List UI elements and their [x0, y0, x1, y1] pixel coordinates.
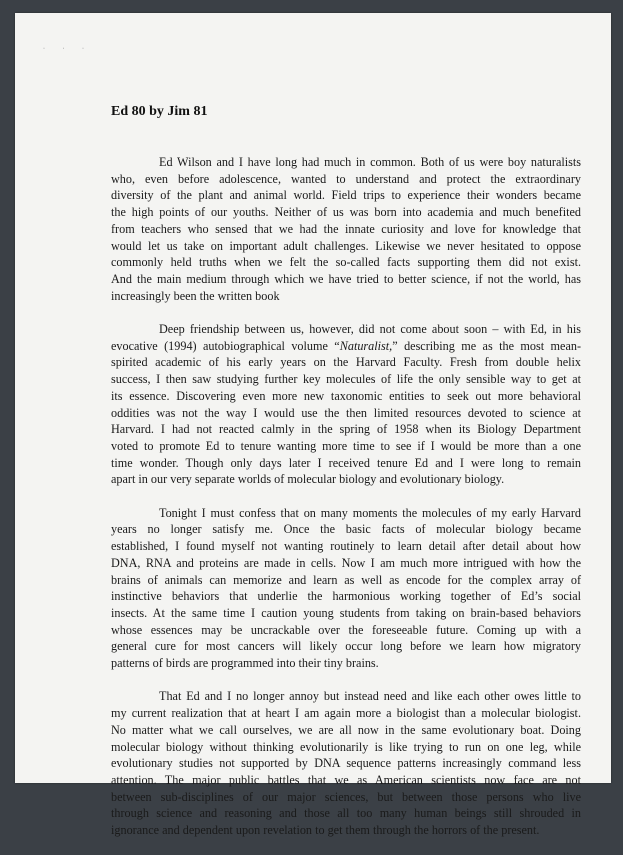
- text-line: brains of animals can memorize and learn as well as encode for the complex array of: [111, 572, 581, 587]
- text-line: DNA, RNA and proteins are made in cells. Now I am much more intrigued with how the: [111, 555, 581, 570]
- document-body: [111, 154, 581, 855]
- text-line: commonly held truths when we felt the so-called facts supporting them did not exist.: [111, 255, 581, 270]
- text-line: No matter what we call ourselves, we are all now in the same evolutionary boat. Doing: [111, 722, 581, 737]
- paper-specks: · · ·: [43, 46, 92, 52]
- text-line: ignorance and dependent upon revelation to get them through the horrors of the present.: [111, 823, 540, 838]
- text-line: spirited academic of his early years on the Harvard Faculty. Fresh from double helix: [111, 355, 581, 370]
- text-line: molecular biology without thinking evolutionarily is like trying to run on one leg, while: [111, 739, 581, 754]
- text-line: apart in our very separate worlds of molecular biology and evolutionary biology.: [111, 472, 505, 487]
- text-line: evocative (1994) autobiographical volume “Naturalist,” describing me as the most mean-: [111, 338, 582, 353]
- text-line: evolutionary studies not supported by DNA sequence patterns increasingly command less: [111, 756, 581, 771]
- text-line: general cure for most cancers will likely occur long before we learn how migratory: [111, 639, 581, 654]
- text-line: the high points of our youths. Neither of us was born into academia and much benefited: [111, 205, 581, 220]
- text-line: increasingly been the written book: [111, 288, 280, 303]
- text-line: attention. The major public battles that we as American scientists now face are not: [111, 772, 581, 787]
- text-line: oddities was not the way I would use the then limited resources devoted to science at: [111, 405, 581, 420]
- text-line: Tonight I must confess that on many moments the molecules of my early Harvard: [159, 505, 581, 520]
- document-page: [15, 13, 611, 838]
- text-line: time wonder. Though only days later I received tenure Ed and I were long to remain: [111, 455, 581, 470]
- paragraph: [111, 688, 581, 838]
- text-line: through science and reasoning and those all too many human beings still shrouded in: [111, 806, 581, 821]
- text-line: would let us take on important adult challenges. Likewise we never hesitated to oppose: [111, 238, 581, 253]
- text-line: Ed Wilson and I have long had much in common. Both of us were boy naturalists: [159, 155, 581, 169]
- text-line: diversity of the plant and animal world. Field trips to experience their wonders became: [111, 188, 581, 203]
- document-title: Ed 80 by Jim 81: [111, 104, 208, 119]
- text-line: success, I then saw studying further key molecules of life the only sensible way to get at: [111, 372, 581, 387]
- text-line: patterns of birds are programmed into their tiny brains.: [111, 656, 379, 671]
- paragraph: [111, 154, 581, 304]
- text-line: who, even before adolescence, wanted to understand and protect the extraordinary: [111, 171, 581, 186]
- text-line: whose essences may be uncrackable over the foreseeable future. Coming up with a: [111, 622, 581, 637]
- text-line: established, I found myself not wanting routinely to learn detail after detail about how: [111, 539, 581, 554]
- text-line: Harvard. I had not reacted calmly in the spring of 1958 when its Biology Department: [111, 422, 581, 437]
- text-line: years no longer satisfy me. Once the basic facts of molecular biology became: [111, 522, 581, 537]
- paragraph: [111, 505, 581, 672]
- paragraph: [111, 321, 581, 488]
- text-line: my current realization that at heart I am again more a biologist than a molecular biologist.: [111, 706, 581, 721]
- text-line: That Ed and I no longer annoy but instead need and like each other owes little to: [159, 689, 581, 704]
- text-line: its essence. Discovering even more new taxonomic entities to seek out more behavioral: [111, 388, 581, 403]
- text-line: And the main medium through which we have tried to better science, if not the world, has: [111, 271, 581, 286]
- text-line: Deep friendship between us, however, did not come about soon – with Ed, in his: [159, 322, 581, 337]
- text-line: between sub-disciplines of our major sciences, but between those persons who live: [111, 789, 581, 804]
- text-line: instinctive behaviors that underlie the harmonious working together of Ed’s social: [111, 589, 581, 604]
- text-line: insects. At the same time I caution young students from taking on brain-based behaviors: [111, 605, 581, 620]
- text-line: from teachers who sensed that we had the innate curiosity and love for knowledge that: [111, 221, 581, 236]
- text-line: voted to promote Ed to tenure wanting more time to see if I would be more than a one: [111, 438, 581, 453]
